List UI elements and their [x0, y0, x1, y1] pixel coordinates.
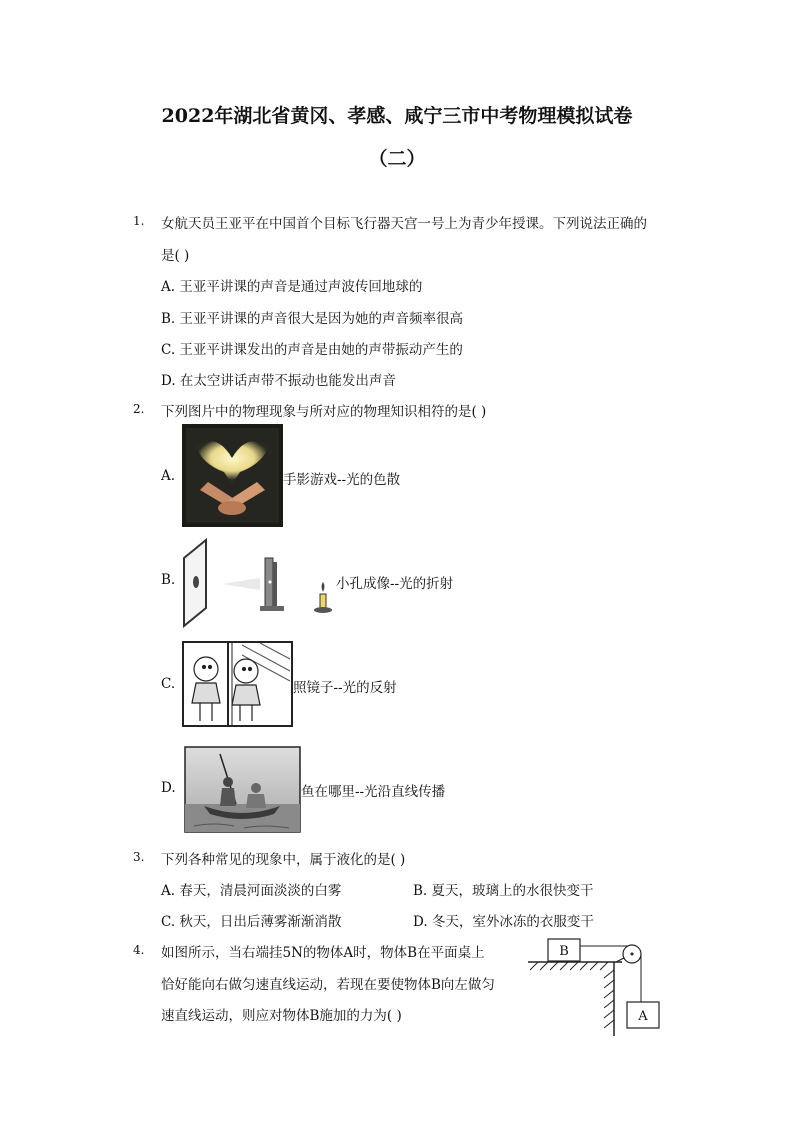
q4-stem-line3: 速直线运动，则应对物体B施加的力为( ) [161, 1008, 402, 1024]
q1-option-d[interactable]: D. 在太空讲话声带不振动也能发出声音 [161, 373, 396, 389]
q3-option-a[interactable]: A. 春天，清晨河面淡淡的白雾 [161, 883, 342, 899]
q2-number: 2. [133, 402, 145, 416]
q3-number: 3. [133, 850, 145, 864]
page-title: 2022年湖北省黄冈、孝感、咸宁三市中考物理模拟试卷 [161, 105, 633, 127]
q2-option-c-text: 照镜子--光的反射 [293, 680, 397, 696]
q2-option-b-letter[interactable]: B. [161, 572, 176, 588]
block-b-label: B [559, 944, 569, 959]
q1-option-a[interactable]: A. 王亚平讲课的声音是通过声波传回地球的 [161, 279, 423, 295]
pulley-diagram [524, 936, 666, 1040]
q2-option-a-letter[interactable]: A. [161, 468, 176, 484]
q4-stem-line1: 如图所示，当右端挂5N的物体A时，物体B在平面桌上 [161, 945, 485, 961]
q2-option-a-text: 手影游戏--光的色散 [283, 472, 401, 488]
block-a-label: A [638, 1009, 648, 1024]
q3-option-c[interactable]: C. 秋天，日出后薄雾渐渐消散 [161, 914, 342, 930]
q2-option-b-text: 小孔成像--光的折射 [336, 576, 454, 592]
q4-stem-line2: 恰好能向右做匀速直线运动，若现在要使物体B向左做匀 [161, 977, 495, 993]
q3-stem: 下列各种常见的现象中，属于液化的是( ) [161, 852, 406, 868]
pinhole-camera-image [182, 538, 337, 628]
q3-option-d[interactable]: D. 冬天，室外冰冻的衣服变干 [413, 914, 594, 930]
q2-option-c-letter[interactable]: C. [161, 676, 176, 692]
q2-option-d-text: 鱼在哪里--光沿直线传播 [301, 784, 446, 800]
q2-option-d-letter[interactable]: D. [161, 780, 176, 796]
q4-number: 4. [133, 943, 145, 957]
mirror-image [182, 641, 293, 727]
q1-stem-line2: 是( ) [161, 248, 190, 264]
q3-option-b[interactable]: B. 夏天，玻璃上的水很快变干 [413, 883, 594, 899]
q1-option-c[interactable]: C. 王亚平讲课发出的声音是由她的声带振动产生的 [161, 342, 463, 358]
q2-stem: 下列图片中的物理现象与所对应的物理知识相符的是( ) [161, 404, 487, 420]
fishing-image [184, 746, 301, 833]
page-subtitle: （二） [368, 148, 426, 170]
q1-option-b[interactable]: B. 王亚平讲课的声音很大是因为她的声音频率很高 [161, 311, 464, 327]
q1-number: 1. [133, 214, 145, 228]
q1-stem-line1: 女航天员王亚平在中国首个目标飞行器天宫一号上为青少年授课。下列说法正确的 [161, 216, 647, 232]
hand-shadow-image [182, 424, 283, 527]
